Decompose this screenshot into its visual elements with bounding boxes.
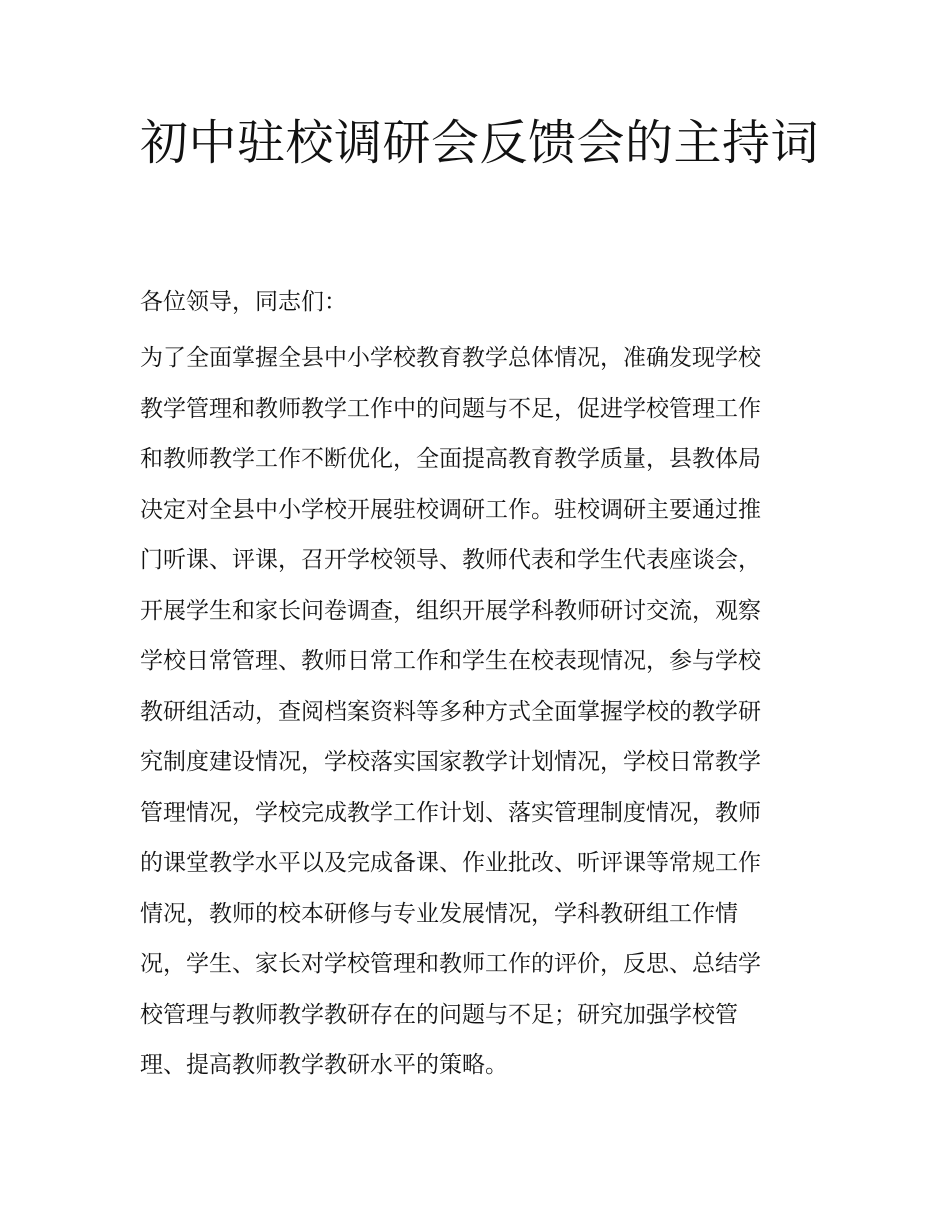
body-line: 理、提高教师教学教研水平的策略。 [140, 1052, 508, 1078]
body-line: 管理情况，学校完成教学工作计划、落实管理制度情况，教师 [140, 799, 761, 826]
body-line: 教研组活动，查阅档案资料等多种方式全面掌握学校的教学研 [140, 698, 761, 725]
body-line: 教学管理和教师教学工作中的问题与不足，促进学校管理工作 [140, 395, 761, 422]
body-line: 开展学生和家长问卷调查，组织开展学科教师研讨交流，观察 [140, 597, 761, 624]
body-line: 情况，教师的校本研修与专业发展情况，学科教研组工作情 [140, 900, 738, 927]
document-title: 初中驻校调研会反馈会的主持词 [140, 115, 820, 171]
body-line: 校管理与教师教学教研存在的问题与不足；研究加强学校管 [140, 1001, 738, 1028]
body-line: 况，学生、家长对学校管理和教师工作的评价，反思、总结学 [140, 951, 761, 977]
body-line: 的课堂教学水平以及完成备课、作业批改、听评课等常规工作 [140, 850, 761, 876]
body-line: 决定对全县中小学校开展驻校调研工作。驻校调研主要通过推 [140, 496, 761, 523]
greeting: 各位领导，同志们： [140, 289, 347, 315]
body-line: 学校日常管理、教师日常工作和学生在校表现情况，参与学校 [140, 648, 761, 674]
body-line: 门听课、评课，召开学校领导、教师代表和学生代表座谈会， [140, 547, 761, 573]
body-paragraph [140, 333, 830, 1091]
body-line: 究制度建设情况，学校落实国家教学计划情况，学校日常教学 [140, 749, 761, 775]
body-line: 为了全面掌握全县中小学校教育教学总体情况，准确发现学校 [140, 345, 761, 371]
body-line: 和教师教学工作不断优化，全面提高教育教学质量，县教体局 [140, 446, 761, 472]
